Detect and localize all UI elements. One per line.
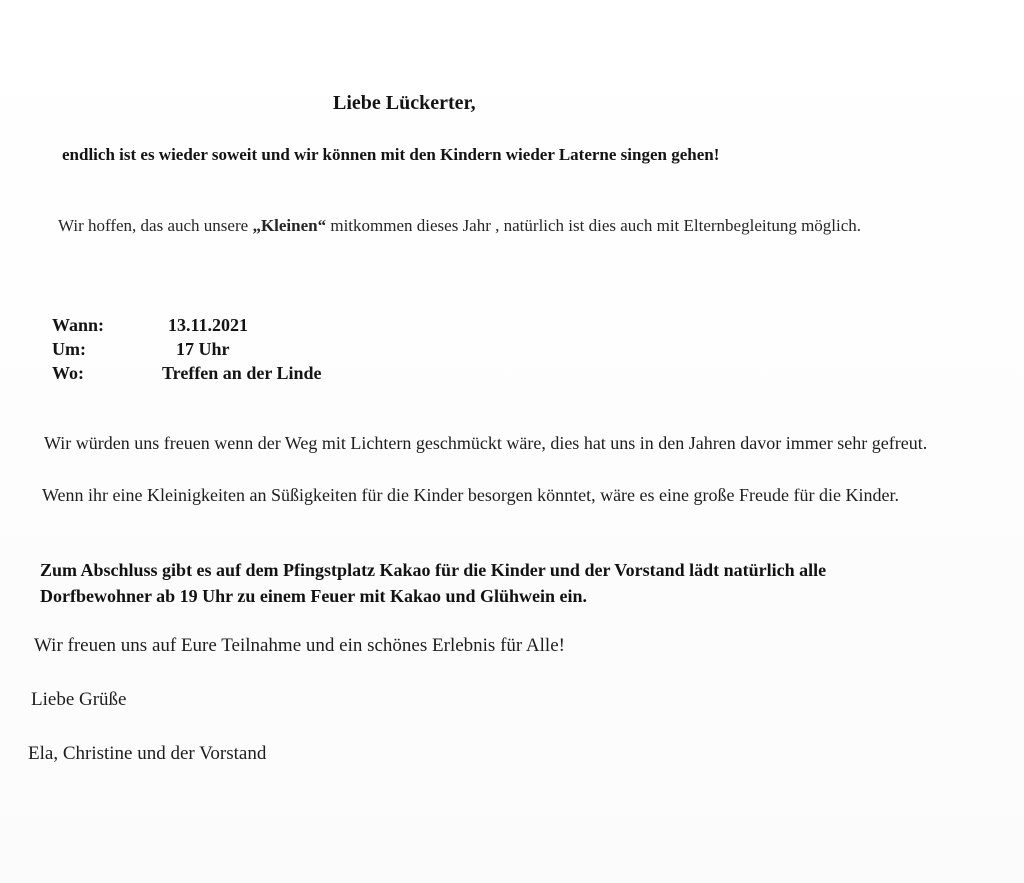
where-label: Wo:	[52, 363, 85, 383]
thanks-line: Wir freuen uns auf Eure Teilnahme und ein schönes Erlebnis für Alle!	[34, 635, 565, 656]
signature-line: Ela, Christine und der Vorstand	[28, 743, 267, 764]
hope-text-before: Wir hoffen, das auch unsere	[58, 216, 253, 235]
hope-text-after: mitkommen dieses Jahr , natürlich ist dies auch mit Elternbegleitung möglich.	[326, 216, 862, 235]
time-label: Um:	[52, 339, 86, 359]
letter-greeting: Liebe Lückerter,	[333, 92, 476, 114]
lights-paragraph: Wir würden uns freuen wenn der Weg mit Lichtern geschmückt wäre, dies hat uns in den Jahren davor immer sehr gefreut.	[44, 433, 928, 453]
intro-line: endlich ist es wieder soweit und wir können mit den Kindern wieder Laterne singen gehen!	[62, 145, 720, 164]
when-value: 13.11.2021	[168, 315, 249, 335]
closing-paragraph: Zum Abschluss gibt es auf dem Pfingstplatz Kakao für die Kinder und der Vorstand lädt natürlich alle Dorfbewohner ab 19 Uhr zu einem Feuer mit Kakao und Glühwein ein.	[40, 560, 827, 606]
regards-line: Liebe Grüße	[31, 689, 127, 710]
when-label: Wann:	[52, 315, 105, 335]
hope-paragraph	[58, 214, 918, 238]
where-value: Treffen an der Linde	[162, 363, 322, 383]
detail-row-where	[52, 361, 472, 385]
event-details	[52, 313, 472, 385]
time-value: 17 Uhr	[176, 339, 230, 359]
sweets-paragraph: Wenn ihr eine Kleinigkeiten an Süßigkeiten für die Kinder besorgen könntet, wäre es eine große Freude für die Kinder.	[42, 485, 899, 505]
detail-row-when	[52, 313, 472, 337]
hope-emphasis: „Kleinen“	[252, 216, 327, 235]
detail-row-time	[52, 337, 472, 361]
